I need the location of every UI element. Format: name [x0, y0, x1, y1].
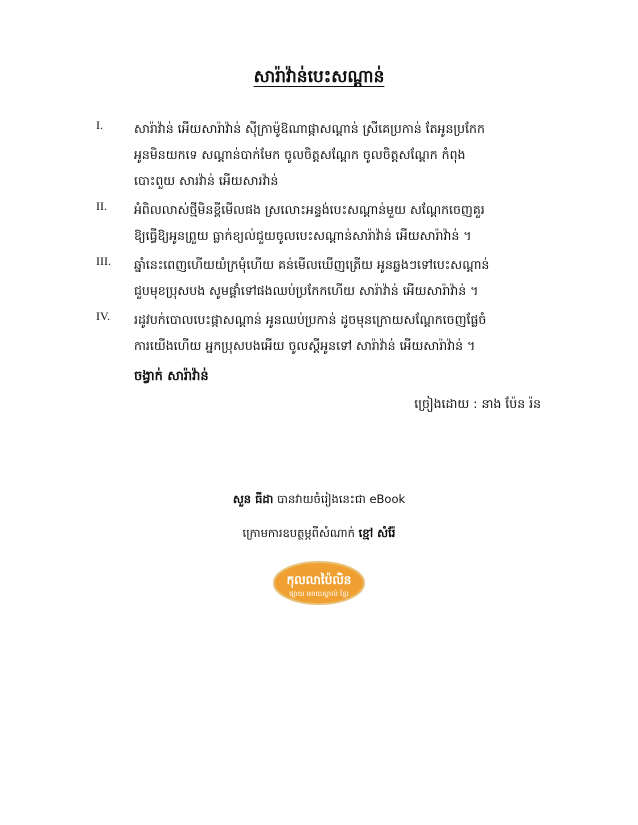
lyric-line: អូនមិនយកទេ សណ្ដាន់បាក់មែក ចូលចិត្តសណ្ដែក ចូលចិត្តសណ្ដែក កំពុង	[134, 147, 466, 162]
lyric-line: សារ៉ាវ៉ាន់ អើយសារ៉ាវ៉ាន់ ស៊ីក្រាម៉ូឱណាផ្កាសណ្ដាន់ ស្រីគេប្រកាន់ តែអូនប្រកែក	[134, 121, 485, 136]
lyrics	[96, 116, 556, 362]
lyric-line: ជួបមុខប្រុសបង សូមផ្ដាំទៅផងឈប់ប្រកែកហើយ សារ៉ាវ៉ាន់ អើយសារ៉ាវ៉ាន់ ។	[134, 283, 479, 298]
sponsor-credit	[0, 526, 638, 543]
song-title: សារ៉ាវ៉ាន់បេះសណ្ដាន់	[253, 67, 385, 87]
sponsor-name: ខ្មៅ សំរ៉ែ	[358, 526, 396, 540]
lyric-line: បោះពួយ សារវ៉ាន់ អើយសារវ៉ាន់	[134, 173, 279, 188]
logo-title: កុលលាប៉ៃលិន	[286, 573, 352, 587]
verse-2	[96, 197, 556, 249]
verse-1	[96, 116, 556, 194]
lyric-line: អំពិលលាស់ថ្មីមិនខ្ពីមើលផង ស្រលោះអន្ទង់បេះសណ្ដាន់មួយ សណ្ដែកចេញគួរ	[134, 202, 485, 217]
rhythm-label: ចង្វាក់ សារ៉ាវ៉ាន់	[134, 369, 209, 384]
verse-number: I.	[96, 118, 103, 132]
logo-subtitle: ផ្សាយ អោយស្គាល់ ខ្មែរ	[289, 590, 349, 598]
singer-credit: ច្រៀងដោយ : នាង ប៉ែន រ៉ន	[414, 396, 541, 411]
verse-number: II.	[96, 199, 107, 213]
verse-4	[96, 307, 556, 359]
typist-note: បានវាយចំរៀងនេះជា eBook	[277, 492, 406, 506]
lyric-line: ការយើងហើយ អ្នកប្រុសបងអើយ ចូលស្ដីអូនទៅ សារ៉ាវ៉ាន់ អើយសារ៉ាវ៉ាន់ ។	[134, 338, 476, 353]
sponsor-prefix: ក្រោមការឧបត្ថម្ភពីសំណាក់	[242, 526, 355, 540]
lyric-line: ឱ្យធ្វើឱ្យអូនព្រួយ ធ្លាក់ខ្យល់ជួយចូលបេះសណ្ដាន់សារ៉ាវ៉ាន់ អើយសារ៉ាវ៉ាន់ ។	[134, 228, 472, 243]
verse-3	[96, 252, 556, 304]
verse-number: IV.	[96, 309, 111, 323]
lyric-line: រដូវបក់បោលបេះផ្កាសណ្ដាន់ អូនឈប់ប្រកាន់ ដូចមុនក្រោយសណ្ដែកចេញផ្លែចំ	[134, 312, 487, 327]
typist-credit	[0, 492, 638, 509]
typist-name: សួន ធីដា	[232, 492, 274, 506]
lyric-line: ឆ្នាំនេះពេញហើយយំក្រមុំហើយ គន់មើលឃើញត្រើយ អូនឆ្លងៗទៅបេះសណ្ដាន់	[134, 257, 490, 272]
verse-number: III.	[96, 254, 111, 268]
